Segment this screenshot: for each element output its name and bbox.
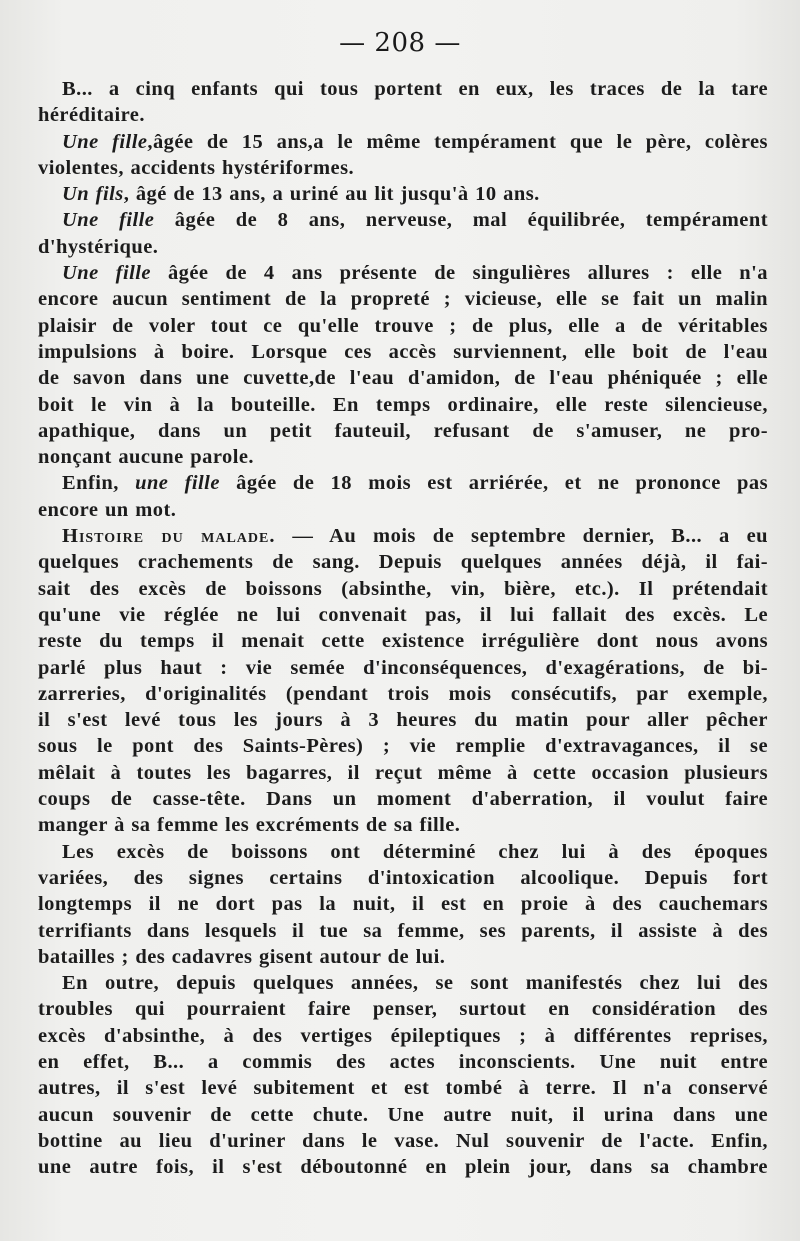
text-line: [38, 1075, 768, 1101]
text-run: apathique, dans un petit fauteuil, refusant de s'amuser, ne pro-: [38, 419, 768, 442]
text-run: variées, des signes certains d'intoxication alcoolique. Depuis fort: [38, 866, 768, 889]
text-line: [38, 1128, 768, 1154]
text-line: [38, 181, 768, 207]
text-line: [38, 523, 768, 549]
text-line: [38, 497, 768, 523]
text-run: sous le pont des Saints-Pères) ; vie remplie d'extravagances, il se: [38, 735, 768, 758]
text-run: qu'une vie réglée ne lui convenait pas, il lui fallait des excès. Le: [38, 603, 768, 626]
text-line: [38, 1049, 768, 1075]
text-line: [38, 996, 768, 1022]
text-line: [38, 102, 768, 128]
text-line: [38, 129, 768, 155]
text-run: violentes, accidents hystériformes.: [38, 156, 355, 179]
text-line: [38, 1102, 768, 1128]
text-line: [38, 313, 768, 339]
italic-text: Une fille: [62, 262, 151, 285]
text-line: [38, 970, 768, 996]
text-line: [38, 707, 768, 733]
text-line: [38, 812, 768, 838]
text-run: boit le vin à la bouteille. En temps ordinaire, elle reste silencieuse,: [38, 393, 768, 416]
text-run: d'hystérique.: [38, 235, 159, 258]
text-run: excès d'absinthe, à des vertiges épileptiques ; à différentes reprises,: [38, 1024, 768, 1047]
text-run: parlé plus haut : vie semée d'inconséquences, d'exagérations, de bi-: [38, 656, 768, 679]
text-run: âgée de 4 ans présente de singulières allures : elle n'a: [150, 262, 768, 285]
text-run: aucun souvenir de cette chute. Une autre nuit, il urina dans une: [38, 1103, 768, 1126]
text-line: [38, 1023, 768, 1049]
text-run: reste du temps il menait cette existence irrégulière dont nous avons: [38, 630, 768, 653]
text-run: ,âgée de 15 ans,a le même tempérament que le père, colères: [147, 130, 768, 153]
text-run: une autre fois, il s'est déboutonné en plein jour, dans sa chambre: [38, 1156, 768, 1179]
text-run: nonçant aucune parole.: [38, 446, 254, 469]
text-line: [38, 786, 768, 812]
text-run: En outre, depuis quelques années, se sont manifestés chez lui des: [62, 972, 768, 995]
text-line: [38, 628, 768, 654]
text-run: mêlait à toutes les bagarres, il reçut même à cette occasion plusieurs: [38, 761, 768, 784]
text-line: [38, 260, 768, 286]
text-line: [38, 918, 768, 944]
text-run: impulsions à boire. Lorsque ces accès surviennent, elle boit de l'eau: [38, 340, 768, 363]
text-line: [38, 470, 768, 496]
text-line: [38, 418, 768, 444]
text-run: encore aucun sentiment de la propreté ; vicieuse, elle se fait un malin: [38, 288, 768, 311]
text-run: âgée de 8 ans, nerveuse, mal équilibrée, tempérament: [154, 209, 768, 232]
text-line: [38, 1154, 768, 1180]
text-run: , âgé de 13 ans, a uriné au lit jusqu'à 10 ans.: [123, 183, 540, 206]
text-line: [38, 602, 768, 628]
text-line: [38, 339, 768, 365]
italic-text: Une fille: [62, 209, 155, 232]
text-run: manger à sa femme les excréments de sa fille.: [38, 814, 461, 837]
text-run: de savon dans une cuvette,de l'eau d'amidon, de l'eau phéniquée ; elle: [38, 367, 768, 390]
text-run: il s'est levé tous les jours à 3 heures du matin pour aller pêcher: [38, 709, 768, 732]
italic-text: Une fille: [62, 130, 148, 153]
text-run: B... a cinq enfants qui tous portent en eux, les traces de la tare: [62, 78, 768, 100]
text-run: terrifiants dans lesquels il tue sa femme, ses parents, il assiste à des: [38, 919, 768, 942]
text-line: [38, 392, 768, 418]
text-line: [38, 207, 768, 233]
text-run: zarreries, d'originalités (pendant trois mois consécutifs, par exemple,: [38, 682, 768, 705]
text-line: [38, 839, 768, 865]
text-run: sait des excès de boissons (absinthe, vin, bière, etc.). Il prétendait: [38, 577, 768, 600]
text-run: Enfin,: [62, 472, 136, 495]
section-heading: Histoire du malade.: [62, 525, 276, 548]
text-line: [38, 891, 768, 917]
text-run: autres, il s'est levé subitement et est tombé à terre. Il n'a conservé: [38, 1077, 768, 1100]
text-run: quelques crachements de sang. Depuis quelques années déjà, il fai-: [38, 551, 768, 574]
text-run: coups de casse-tête. Dans un moment d'aberration, il voulut faire: [38, 788, 768, 811]
text-line: [38, 549, 768, 575]
text-run: héréditaire.: [38, 104, 145, 127]
text-line: [38, 681, 768, 707]
text-line: [38, 576, 768, 602]
text-run: en effet, B... a commis des actes inconscients. Une nuit entre: [38, 1050, 768, 1073]
text-run: plaisir de voler tout ce qu'elle trouve ; de plus, elle a de véritables: [38, 314, 768, 337]
text-run: troubles qui pourraient faire penser, surtout en considération des: [38, 998, 768, 1021]
page-number: — 208 —: [339, 28, 461, 58]
text-line: [38, 655, 768, 681]
text-line: [38, 234, 768, 260]
text-run: encore un mot.: [38, 498, 177, 521]
italic-text: Un fils: [62, 183, 124, 206]
text-line: [38, 444, 768, 470]
text-line: [38, 865, 768, 891]
text-run: Les excès de boissons ont déterminé chez lui à des époques: [62, 840, 768, 863]
text-line: [38, 733, 768, 759]
text-line: [38, 155, 768, 181]
body-text: [38, 76, 768, 1180]
text-line: [38, 365, 768, 391]
text-line: [38, 760, 768, 786]
text-run: batailles ; des cadavres gisent autour de lui.: [38, 945, 446, 968]
text-run: longtemps il ne dort pas la nuit, il est en proie à des cauchemars: [38, 893, 768, 916]
text-run: âgée de 18 mois est arriérée, et ne prononce pas: [219, 472, 768, 495]
text-run: bottine au lieu d'uriner dans le vase. Nul souvenir de l'acte. Enfin,: [38, 1129, 768, 1152]
text-line: [38, 286, 768, 312]
text-run: — Au mois de septembre dernier, B... a eu: [275, 525, 768, 548]
text-line: [38, 76, 768, 102]
text-line: [38, 944, 768, 970]
italic-text: une fille: [135, 472, 220, 495]
